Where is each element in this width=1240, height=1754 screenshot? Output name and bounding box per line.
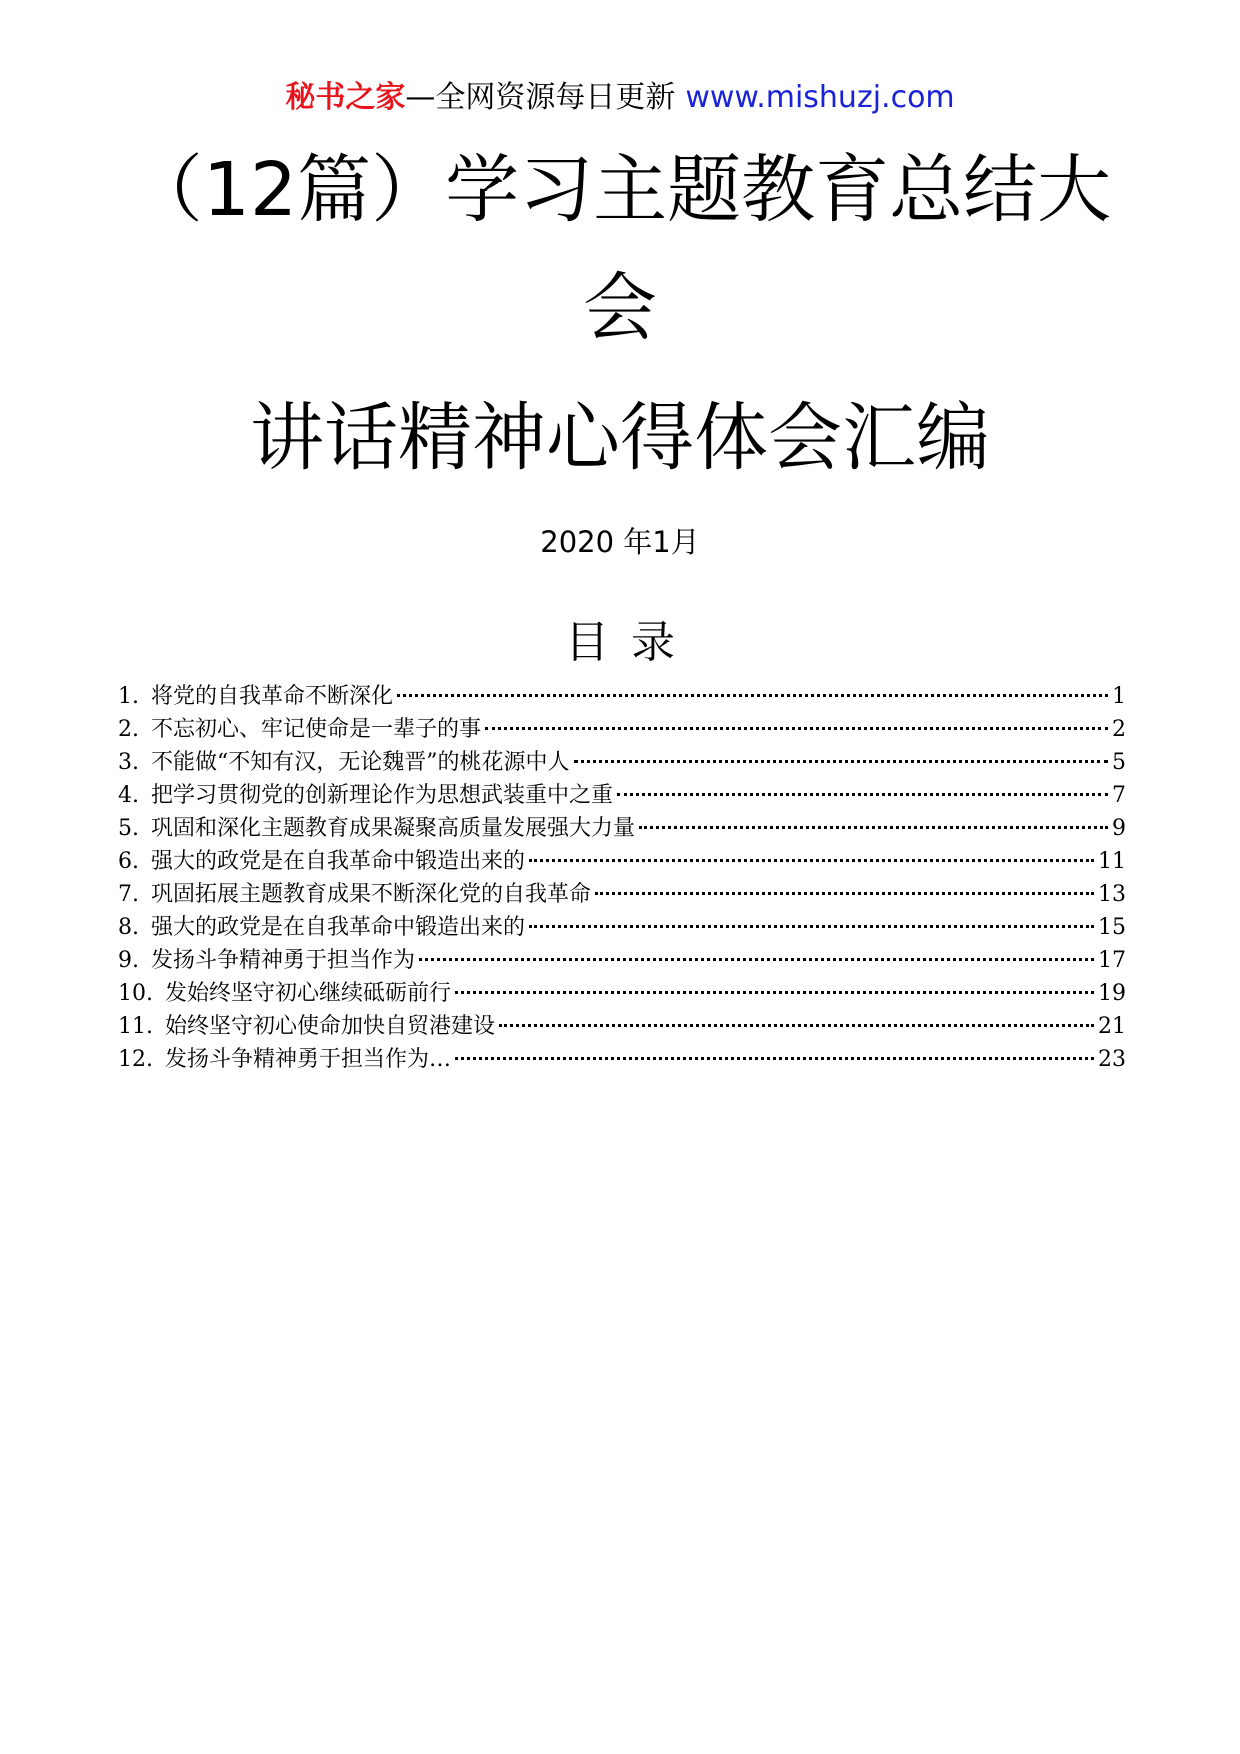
toc-dot-leader [574, 760, 1109, 763]
toc-entry-number: 5. [118, 816, 139, 841]
toc-dot-leader [529, 925, 1094, 928]
document-title-line-2: 会 [583, 265, 657, 351]
toc-dot-leader [419, 958, 1094, 961]
toc-entry-title: 巩固和深化主题教育成果凝聚高质量发展强大力量 [151, 816, 636, 841]
toc-entry-title: 强大的政党是在自我革命中锻造出来的 [151, 849, 526, 874]
toc-entry-number: 1. [118, 684, 139, 709]
toc-dot-leader [639, 826, 1108, 829]
toc-entry-number: 3. [118, 750, 139, 775]
toc-entry[interactable] [118, 878, 1126, 911]
site-slogan: —全网资源每日更新 [405, 80, 676, 115]
toc-dot-leader [485, 727, 1108, 730]
document-title-line-1: （12篇）学习主题教育总结大 [128, 147, 1112, 233]
toc-entry-number: 7. [118, 882, 139, 907]
table-of-contents [118, 680, 1126, 1076]
toc-entry-page-number: 15 [1098, 915, 1126, 940]
toc-entry[interactable] [118, 746, 1126, 779]
toc-entry-title: 巩固拓展主题教育成果不断深化党的自我革命 [151, 882, 592, 907]
toc-entry-number: 9. [118, 948, 139, 973]
toc-dot-leader [499, 1024, 1094, 1027]
toc-entry-number: 2. [118, 717, 139, 742]
toc-entry-title: 不能做“不知有汉，无论魏晋”的桃花源中人 [151, 750, 570, 775]
toc-heading: 目录 [565, 617, 697, 668]
toc-entry-page-number: 13 [1098, 882, 1126, 907]
toc-entry-number: 6. [118, 849, 139, 874]
toc-entry-page-number: 19 [1098, 981, 1126, 1006]
toc-entry[interactable] [118, 944, 1126, 977]
toc-dot-leader [617, 793, 1108, 796]
toc-entry-title: 将党的自我革命不断深化 [151, 684, 394, 709]
toc-entry-number: 11. [118, 1014, 153, 1039]
toc-entry[interactable] [118, 680, 1126, 713]
toc-entry-title: 发始终坚守初心继续砥砺前行 [165, 981, 452, 1006]
toc-dot-leader [455, 1057, 1094, 1060]
toc-entry-title: 发扬斗争精神勇于担当作为… [165, 1047, 452, 1072]
toc-entry-title: 不忘初心、牢记使命是一辈子的事 [151, 717, 482, 742]
toc-entry[interactable] [118, 911, 1126, 944]
toc-entry[interactable] [118, 1010, 1126, 1043]
document-date: 2020 年1月 [540, 525, 700, 559]
toc-entry[interactable] [118, 779, 1126, 812]
toc-entry-page-number: 7 [1112, 783, 1126, 808]
toc-dot-leader [455, 991, 1094, 994]
toc-entry-title: 发扬斗争精神勇于担当作为 [151, 948, 416, 973]
toc-entry-page-number: 2 [1112, 717, 1126, 742]
toc-entry-page-number: 17 [1098, 948, 1126, 973]
site-header [0, 78, 1240, 118]
site-url-link[interactable]: www.mishuzj.com [685, 80, 955, 115]
toc-dot-leader [529, 859, 1094, 862]
toc-dot-leader [397, 694, 1108, 697]
toc-entry[interactable] [118, 713, 1126, 746]
toc-entry-page-number: 1 [1112, 684, 1126, 709]
toc-entry-number: 8. [118, 915, 139, 940]
document-title-line-3: 讲话精神心得体会汇编 [250, 395, 990, 481]
toc-entry[interactable] [118, 1043, 1126, 1076]
toc-entry-page-number: 9 [1112, 816, 1126, 841]
toc-entry-page-number: 23 [1098, 1047, 1126, 1072]
toc-entry[interactable] [118, 812, 1126, 845]
toc-entry-page-number: 5 [1112, 750, 1126, 775]
toc-dot-leader [595, 892, 1094, 895]
toc-entry-number: 10. [118, 981, 153, 1006]
toc-entry[interactable] [118, 845, 1126, 878]
toc-entry-title: 把学习贯彻党的创新理论作为思想武装重中之重 [151, 783, 614, 808]
toc-entry-title: 始终坚守初心使命加快自贸港建设 [165, 1014, 496, 1039]
toc-entry-page-number: 11 [1098, 849, 1126, 874]
brand-name: 秘书之家 [285, 80, 406, 115]
toc-entry-number: 4. [118, 783, 139, 808]
toc-entry-title: 强大的政党是在自我革命中锻造出来的 [151, 915, 526, 940]
toc-entry-page-number: 21 [1098, 1014, 1126, 1039]
toc-entry-number: 12. [118, 1047, 153, 1072]
toc-entry[interactable] [118, 977, 1126, 1010]
